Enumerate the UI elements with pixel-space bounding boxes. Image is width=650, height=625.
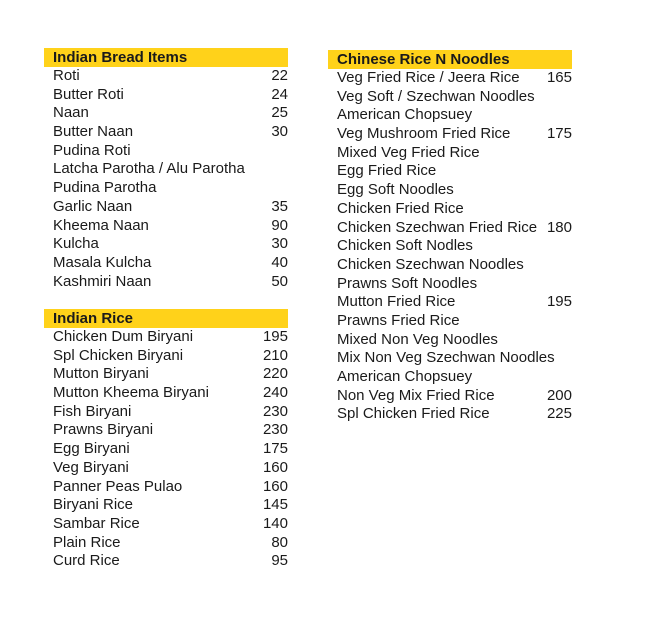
menu-item-price: 160 [262,477,288,495]
menu-item-price: 40 [271,253,288,271]
menu-item [328,275,572,294]
section-chinese-rice-noodles [328,50,572,424]
menu-item [44,328,288,347]
menu-item-price: 95 [271,552,288,570]
menu-item [328,256,572,275]
menu-item-name: Mixed Veg Fried Rice [337,143,480,161]
menu-item-price: 195 [546,293,572,311]
menu-item-price: 30 [271,235,288,253]
menu-item-name: Garlic Naan [53,197,133,215]
menu-item [44,142,288,161]
menu-item-price: 220 [262,365,288,383]
menu-item [44,123,288,142]
menu-item-name: Masala Kulcha [53,253,152,271]
menu-item-name: Chicken Szechwan Noodles [337,255,524,273]
menu-item-name: Egg Soft Noodles [337,181,454,199]
menu-item-name: Mix Non Veg Szechwan Noodles [337,349,555,367]
menu-item-name: Non Veg Mix Fried Rice [337,386,495,404]
menu-item-name: Sambar Rice [53,514,140,532]
menu-item [328,106,572,125]
menu-item [328,69,572,88]
menu-item [44,496,288,515]
menu-item-name: Spl Chicken Fried Rice [337,405,490,423]
menu-item [328,144,572,163]
menu-item [44,160,288,179]
menu-item-name: Roti [53,67,80,84]
menu-item-price: 30 [271,123,288,141]
menu-item-name: Veg Biryani [53,458,129,476]
menu-item-name: Butter Naan [53,123,134,141]
menu-item-name: Prawns Biryani [53,421,154,439]
menu-item-name: Chicken Szechwan Fried Rice [337,218,538,236]
menu-item-price: 240 [262,384,288,402]
menu-item-price: 200 [546,386,572,404]
menu-item-name: Chicken Soft Nodles [337,237,473,255]
menu-item-price: 145 [262,496,288,514]
menu-item [44,347,288,366]
menu-item-price: 80 [271,533,288,551]
menu-item-name: Biryani Rice [53,496,134,514]
menu-item [44,86,288,105]
menu-item-name: Veg Fried Rice / Jeera Rice [337,69,520,86]
menu-item [44,384,288,403]
menu-item-price: 22 [271,67,288,84]
menu-item-name: Fish Biryani [53,402,132,420]
menu-item [328,219,572,238]
menu-item [328,237,572,256]
menu-item [44,254,288,273]
menu-item [44,459,288,478]
menu-item-price: 230 [262,421,288,439]
menu-item-name: Veg Mushroom Fried Rice [337,125,511,143]
menu-item [328,88,572,107]
menu-item-price: 165 [546,69,572,86]
menu-item-price: 90 [271,216,288,234]
menu-item-name: American Chopsuey [337,368,473,385]
menu-item-price: 50 [271,272,288,290]
menu-item-price: 175 [262,440,288,458]
menu-item-name: Spl Chicken Biryani [53,346,184,364]
menu-list [44,328,288,571]
menu-item-name: Chicken Dum Biryani [53,328,194,345]
menu-item [328,312,572,331]
menu-item [44,273,288,292]
menu-item [44,217,288,236]
menu-item-name: Mixed Non Veg Noodles [337,330,498,348]
menu-item [328,162,572,181]
menu-item-name: Kulcha [53,235,99,253]
menu-item-price: 24 [271,85,288,103]
menu-item-price: 35 [271,197,288,215]
menu-item-name: Egg Fried Rice [337,162,437,180]
menu-item-name: American Chopsuey [337,106,473,124]
menu-list [328,69,572,424]
menu-item-price: 25 [271,104,288,122]
menu-item-name: Prawns Soft Noodles [337,274,478,292]
menu-item [44,67,288,86]
menu-item [328,368,572,387]
menu-item-name: Butter Roti [53,85,124,103]
menu-item [328,405,572,424]
menu-item-price: 160 [262,458,288,476]
menu-item-name: Mutton Biryani [53,365,149,383]
menu-item-name: Mutton Kheema Biryani [53,384,209,402]
menu-item-name: Veg Soft / Szechwan Noodles [337,87,535,105]
menu-item-price: 180 [546,218,572,236]
section-title: Indian Bread Items [44,48,288,67]
menu-item [44,365,288,384]
menu-item-name: Pudina Roti [53,141,131,159]
menu-item [44,421,288,440]
menu-item [44,534,288,553]
menu-item [44,403,288,422]
menu-item-price: 210 [262,346,288,364]
menu-item-name: Egg Biryani [53,440,130,458]
menu-item [44,515,288,534]
menu-item-name: Mutton Fried Rice [337,293,456,311]
section-title: Chinese Rice N Noodles [328,50,572,69]
menu-item-name: Panner Peas Pulao [53,477,183,495]
section-indian-bread [44,48,288,291]
menu-item [328,125,572,144]
menu-item [328,293,572,312]
menu-item [44,440,288,459]
menu-item [44,198,288,217]
menu-item-name: Plain Rice [53,533,121,551]
menu-item-name: Chicken Fried Rice [337,199,464,217]
menu-item [328,387,572,406]
menu-item-price: 230 [262,402,288,420]
menu-item [328,331,572,350]
menu-item-name: Pudina Parotha [53,179,157,197]
menu-item-name: Latcha Parotha / Alu Parotha [53,160,245,178]
section-indian-rice [44,309,288,571]
menu-item-price: 140 [262,514,288,532]
menu-item [44,179,288,198]
menu-item-name: Prawns Fried Rice [337,311,460,329]
menu-item [44,235,288,254]
menu-item-price: 175 [546,125,572,143]
section-title: Indian Rice [44,309,288,328]
menu-item-price: 195 [262,328,288,345]
menu-item-name: Curd Rice [53,552,120,570]
menu-item [44,478,288,497]
menu-item [328,181,572,200]
menu-list [44,67,288,291]
menu-item-price: 225 [546,405,572,423]
menu-item [328,349,572,368]
menu-item [44,104,288,123]
menu-item-name: Kheema Naan [53,216,149,234]
menu-item-name: Naan [53,104,89,122]
menu-item [44,552,288,571]
menu-item [328,200,572,219]
menu-item-name: Kashmiri Naan [53,272,152,290]
